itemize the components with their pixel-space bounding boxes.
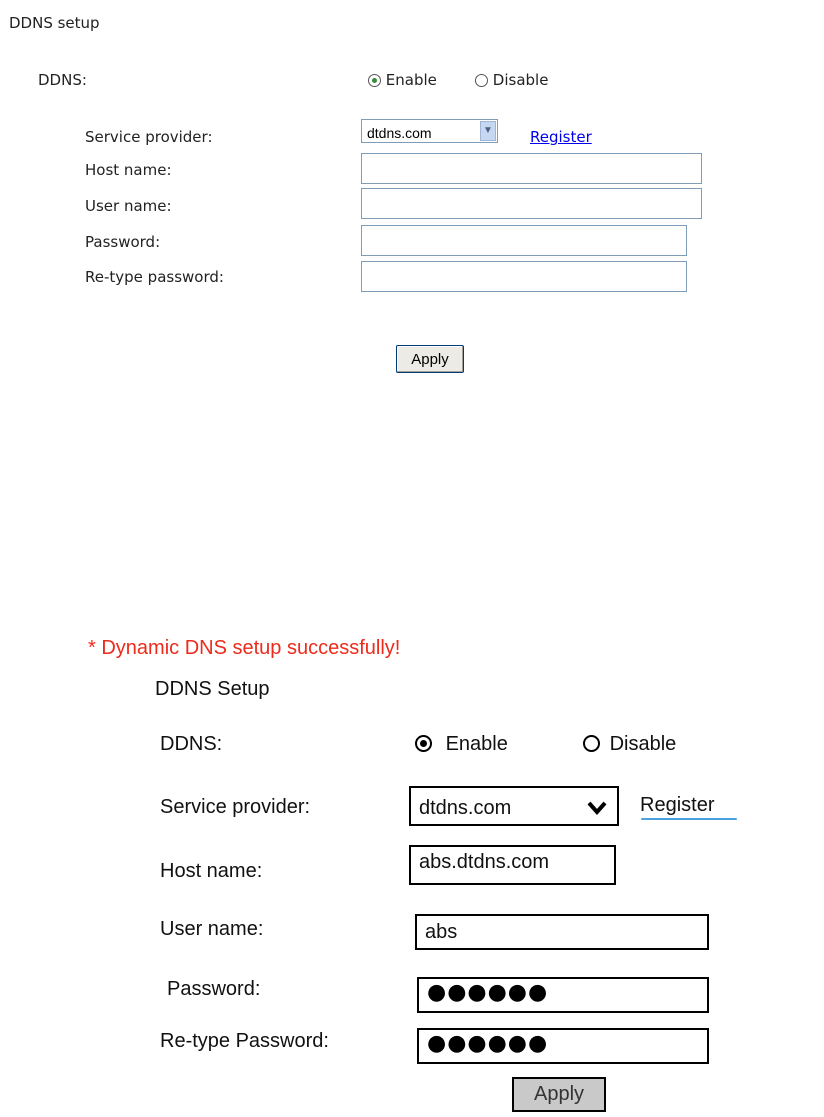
host-name-value: abs.dtdns.com: [419, 851, 550, 873]
host-name-input[interactable]: [361, 153, 702, 184]
register-link[interactable]: Register: [530, 128, 592, 146]
service-provider-label: Service provider:: [85, 128, 213, 146]
retype-password-input[interactable]: [417, 1028, 709, 1064]
register-link[interactable]: Register: [640, 794, 715, 816]
enable-option[interactable]: [368, 71, 437, 89]
ddns-label: DDNS:: [38, 71, 87, 89]
page-title: DDNS setup: [9, 14, 100, 32]
user-name-label: User name:: [85, 197, 172, 215]
chevron-down-icon[interactable]: [587, 801, 607, 815]
password-mask: ●●●●●●: [427, 980, 549, 1005]
enable-label: Enable: [385, 71, 437, 89]
retype-password-label: Re-type password:: [85, 268, 224, 286]
ddns-label: DDNS:: [160, 733, 223, 755]
chevron-down-icon[interactable]: ▼: [480, 121, 496, 141]
disable-label: Disable: [609, 733, 677, 755]
service-provider-select[interactable]: [361, 119, 498, 143]
password-label: Password:: [85, 233, 161, 251]
password-input[interactable]: [417, 977, 709, 1013]
user-name-input[interactable]: [361, 188, 702, 219]
retype-password-input[interactable]: [361, 261, 687, 292]
setup-title: DDNS Setup: [155, 678, 270, 700]
service-provider-value: dtdns.com: [419, 797, 512, 819]
host-name-input[interactable]: [409, 845, 616, 885]
disable-option[interactable]: [475, 71, 548, 89]
host-name-label: Host name:: [160, 860, 263, 882]
register-underline: [641, 818, 737, 820]
disable-radio[interactable]: [475, 74, 488, 87]
disable-radio[interactable]: [583, 735, 600, 752]
apply-button[interactable]: Apply: [396, 345, 464, 373]
enable-label: Enable: [445, 733, 508, 755]
enable-radio[interactable]: [368, 74, 381, 87]
retype-password-mask: ●●●●●●: [427, 1031, 549, 1056]
user-name-input[interactable]: [415, 914, 709, 950]
success-message: * Dynamic DNS setup successfully!: [88, 637, 401, 659]
service-provider-value: dtdns.com: [367, 125, 432, 141]
retype-password-label: Re-type Password:: [160, 1030, 329, 1052]
service-provider-select[interactable]: [409, 786, 619, 826]
enable-radio[interactable]: [415, 735, 432, 752]
user-name-label: User name:: [160, 918, 264, 940]
enable-option[interactable]: [415, 733, 508, 756]
apply-button[interactable]: Apply: [512, 1077, 606, 1112]
disable-option[interactable]: [583, 733, 676, 756]
password-label: Password:: [167, 978, 261, 1000]
host-name-label: Host name:: [85, 161, 172, 179]
password-input[interactable]: [361, 225, 687, 256]
user-name-value: abs: [425, 921, 458, 943]
disable-label: Disable: [492, 71, 549, 89]
service-provider-label: Service provider:: [160, 796, 311, 818]
